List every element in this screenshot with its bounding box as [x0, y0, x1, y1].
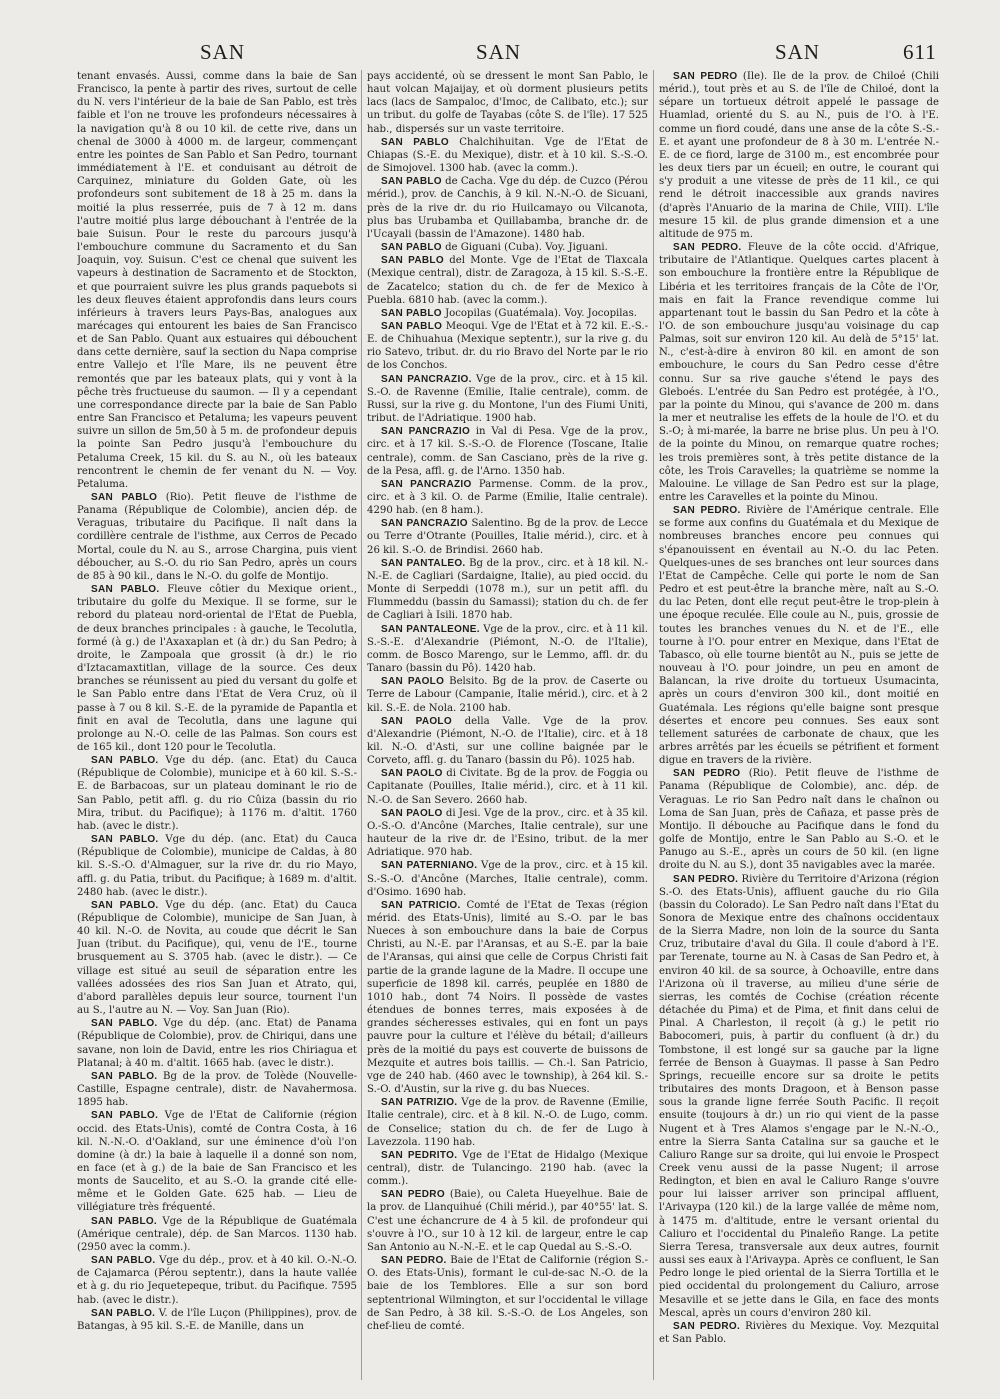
dictionary-entry: [367, 425, 648, 478]
entry-headword: SAN PABLO.: [91, 755, 159, 767]
dictionary-entry: [77, 583, 357, 754]
entry-headword: SAN PABLO.: [91, 1070, 158, 1082]
entry-text: del Monte. Vge de l'Etat de Tlaxcala (Mexique central), distr. de Zaragoza, à 15 kil. S.-S.-E. de Zacatelco; station du ch. de fer de Mexico à Puebla. 6810 hab. (avec la comm.).: [367, 255, 648, 306]
entry-headword: SAN PABLO: [381, 307, 442, 319]
entry-text: V. de l'île Luçon (Philippines), prov. de Batangas, à 95 kil. S.-E. de Manille, dans un: [77, 1307, 357, 1332]
dictionary-entry: [367, 241, 648, 254]
entry-text: (Baie), ou Caleta Hueyelhue. Baie de la prov. de Llanquihué (Chili mérid.), par 40°55' lat. S. C'est une échancrure de 4 à 5 kil. de profondeur qui s'ouvre à l'O., sur 10 à 12 kil. de largeur, entre le cap San Antonio au N.-N.-E. et le cap Quedal au S.-S.-O.: [367, 1189, 648, 1253]
dictionary-entry: [367, 373, 648, 426]
dictionary-entry: [367, 1188, 648, 1254]
entry-headword: SAN PABLO.: [91, 1255, 156, 1267]
dictionary-entry: [77, 754, 357, 833]
entry-text: Rivière de l'Amérique centrale. Elle se forme aux confins du Guatémala et du Mexique de nombreuses branches encore peu connues qui s'épanouissent en éventail au N.-O. du lac Peten. Quelques-unes de ses branches ont leur sources dans l'Etat de Campêche. Celle qui porte le nom de San Pedro et est peut-être la branche mère, naît au S.-O. du lac Peten, dont elle reçut peut-être le trop-plein à une époque reculée. Elle coule au N., puis, grossie de toutes les branches venues du N. et de l'E., elle tourne à l'O. pour entrer en Mexique, dans l'Etat de Tabasco, où elle tourne bientôt au N., puis se jette de nouveau à l'O. pour joindre, un peu en amont de Balancan, la rive droite du tortueux Usumacinta, après un cours d'environ 300 kil., dont moitié en Guatémala. Les régions qu'elle baigne sont presque désertes et encore peu connues. Ses eaux sont tellement saturées de carbonate de chaux, que les arbres arrêtés par les écueils se pétrifient et forment digue en travers de la rivière.: [659, 505, 939, 767]
entry-headword: SAN PANTALEONE.: [381, 623, 480, 635]
entry-headword: SAN PAOLO: [381, 715, 452, 727]
dictionary-entry: [77, 1017, 357, 1070]
entry-text: (Rio). Petit fleuve de l'isthme de Panama (République de Colombie), anc. dép. de Veraguas. Le rio San Pedro naît dans le chaînon ou Loma de San Juan, près de Cañaza, et passe près de Montijo. Il débouche au Pacifique dans le fond du golfe de Montijo, entre le San Pablo au S.-O. et le Panugo au S.-E., après un cours de 50 kil. (en ligne droite du N. au S.), dont 35 navigables avec la marée.: [659, 768, 939, 872]
dictionary-entry: [77, 1070, 357, 1109]
entry-text: Vge du dép. (anc. Etat) de Panama (République de Colombie), prov. de Chiriqui, dans une savane, non loin de David, entre les rios Chiriagua et Platanal; à 40 m. d'altit. 1665 hab. (avec le distr.).: [77, 1018, 357, 1069]
entry-text: Jocopilas (Guatémala). Voy. Jocopilas.: [445, 307, 637, 319]
entry-headword: SAN PEDRO.: [381, 1255, 447, 1267]
column-divider: [653, 70, 654, 1380]
entry-text: Rivière du Territoire d'Arizona (région S.-O. des Etats-Unis), affluent gauche du rio Gila (bassin du Colorado). Le San Pedro naît dans l'Etat du Sonora de Mexique entre des chaînons occidentaux de la Sierra Madre, non loin de la source du Santa Cruz, tributaire d'aval du Gila. Il coule d'abord à l'E. par Terenate, tourne au N. à Casas de San Pedro et, à environ 40 kil. de sa source, à Ochoaville, entre dans l'Arizona où il traverse, au milieu d'une série de sierras, les comtés de Cochise (création récente détachée du Pima) et de Pima, et finit dans celui de Pinal. A Charleston, il reçoit (à g.) le petit rio Babocomeri, puis, à partir du confluent (à dr.) du Tombstone, il est longé sur sa gauche par la ligne ferrée de Benson à Guaymas. Il passe à San Pedro Springs, recueille encore sur sa droite le petits tributaires des monts Dragoon, et à Benson passe sous la grande ligne ferrée South Pacific. Il reçoit ensuite (toujours à dr.) un rio qui vient de la passe Nugent et à Tres Alamos s'engage par le N.-N.-O., entre la Sierra Santa Catalina sur sa gauche et le Caliuro Range sur sa droite, qui lui envoie le Prospect Creek venu aussi de la passe Nugent; il arrose Redington, et bien en aval le Caliuro Range s'ouvre pour lui laisser arriver son principal affluent, l'Arivaypa (120 kil.) de la large vallée de même nom, à 1475 m. d'altitude, entre le versant oriental du Caliuro et l'occidental du Pinaleño Range. La petite Sierra Teresa, transversale aux deux autres, fournit aussi ses eaux à l'Arivaypa. Après ce confluent, le San Pedro longe le pied oriental de la Sierra Tortilla et le pied occidental du prolongement du Caliuro, arrose Mesaville et se jette dans le Gila, en face des monts Mescal, après un cours d'environ 280 kil.: [659, 873, 939, 1319]
entry-text: Vge de la prov., circ. et à 15 kil. S.-S.-O. d'Ancône (Marches, Italie centrale), comm. d'Osimo. 1690 hab.: [367, 860, 648, 898]
entry-text: Vge du dép., prov. et à 40 kil. O.-N.-O. de Cajamarca (Pérou septentr.), dans la haute vallée et à g. du rio Jequetepeque, tribut. du Pacifique. 7595 hab. (avec le distr.).: [77, 1255, 357, 1306]
entry-text: de Giguani (Cuba). Voy. Jiguani.: [445, 242, 608, 254]
entry-text: Fleuve côtier du Mexique orient., tributaire du golfe du Mexique. Il se forme, sur le rebord du plateau nord-oriental de l'Etat de Puebla, de deux branches principales : à gauche, le Tecolutla, formé (à g.) de l'Axaxaplan et (à dr.) du San Pedro; à droite, le Zampoala que grossit (à dr.) le rio d'Iztacamaxtitlan, village de la source. Ces deux branches se réunissent au pied du versant du golfe et le San Pablo entre dans l'Etat de Vera Cruz, où il passe à 7 ou 8 kil. S.-E. de la pyramide de Papantla et finit en aval de Tecolutla, dans une lagune qui prolonge au N.-O. celle de las Palmas. Son cours est de 165 kil., dont 120 pour le Tecolutla.: [77, 584, 357, 753]
dictionary-entry: [367, 1254, 648, 1333]
entry-text: Rivières du Mexique. Voy. Mezquital et San Pablo.: [659, 1320, 939, 1345]
dictionary-entry: [367, 1149, 648, 1188]
entry-headword: SAN PABLO.: [91, 899, 159, 911]
entry-headword: SAN PEDRITO.: [381, 1149, 458, 1161]
entry-text: Bg de la prov., circ. et à 18 kil. N.-N.-E. de Cagliari (Sardaigne, Italie), au pied occid. du Monte di Serpeddi (1078 m.), sur un petit affl. du Flummeddu (bassin du Samassi); station du ch. de fer de Cagliari à Isili. 1870 hab.: [367, 557, 648, 622]
entry-text: (Ile). Ile de la prov. de Chiloé (Chili mérid.), tout près et au S. de l'île de Chiloé, dont la sépare un tortueux détroit appelé le passage de Huamlad, orienté du S. au N., puis de l'O. à l'E. comme un fiord coudé, dans une anse de la côte S.-S.-E. et ayant une profondeur de 8 à 30 m. L'entrée N.-E. de ce fiord, large de 3100 m., est encombrée pour les deux tiers par un écueil; en outre, le courant qui s'y produit a une vitesse de près de 11 kil., ce qui rend le détroit inaccessible aux grands navires (d'après l'Anuario de la marina de Chile, VIII). L'île mesure 15 kil. de plus grande dimension et a une altitude de 975 m.: [659, 71, 939, 240]
entry-text: della Valle. Vge de la prov. d'Alexandrie (Piémont, N.-O. de l'Italie), circ. et à 18 kil. N.-O. d'Asti, sur une colline baignée par le Corveto, affl. g. du Tanaro (bassin du Pô). 1025 hab.: [367, 715, 648, 767]
entry-headword: SAN PABLO.: [91, 1018, 158, 1030]
entry-text: (Rio). Petit fleuve de l'isthme de Panama (République de Colombie), ancien dép. de Veraguas, tributaire du Pacifique. Il naît dans la cordillère centrale de l'isthme, aux Cerros de Pecado Mortal, coule du N. au S., arrose Chargina, puis vient déboucher, au S.-O. du rio San Pedro, après un cours de 85 à 90 kil., dans le N.-O. du golfe de Montijo.: [77, 492, 357, 582]
dictionary-entry: [367, 320, 648, 373]
entry-headword: SAN PABLO: [91, 492, 158, 503]
header-center-word: SAN: [476, 40, 522, 64]
entry-text: de Cacha. Vge du dép. de Cuzco (Pérou mérid.), prov. de Canchis, à 9 kil. N.-N.-O. de Sicuani, près de la rive dr. du rio Huilcamayo ou Vilcanota, plus bas Urubamba et Quillabamba, branche dr. de l'Ucayali (bassin de l'Amazone). 1480 hab.: [367, 176, 648, 240]
entry-headword: SAN PABLO.: [91, 834, 159, 846]
header-right-word: SAN: [775, 40, 821, 64]
dictionary-entry: [659, 1320, 939, 1346]
dictionary-entry: [659, 767, 939, 872]
entry-text: pays accidenté, où se dressent le mont San Pablo, le haut volcan Majaijay, et où dorment plusieurs petits lacs (lacs de Sampaloc, d'Imoc, de Calibato, etc.); sur un tribut. du golfe de Tayabas (côte S. de l'île). 17 525 hab., dispersés sur un vaste territoire.: [367, 71, 648, 135]
entry-headword: SAN PABLO: [381, 242, 442, 254]
entry-headword: SAN PABLO.: [91, 1215, 158, 1227]
entry-headword: SAN PEDRO: [673, 768, 741, 780]
entry-headword: SAN PATRIZIO.: [381, 1097, 458, 1109]
dictionary-entry: [367, 70, 648, 136]
entry-text: Fleuve de la côte occid. d'Afrique, tributaire de l'Atlantique. Quelques cartes placent à son embouchure la frontière entre la République de Libéria et les territoires français de la Côte de l'Or, mais en fait la France revendique comme lui appartenant tout le bassin du San Pedro et la côte à l'O. de son embouchure jusqu'au voisinage du cap Palmas, soit sur environ 120 kil. Au delà de 5°15' lat. N., c'est-à-dire à environ 80 kil. en amont de son embouchure, le cours du San Pedro cesse d'être connu. Sur sa rive gauche s'étend le pays des Gleboés. L'entrée du San Pedro est protégée, à l'O., par la pointe du Minou, qui s'avance de 200 m. dans la mer et neutralise les effets de la houle de l'O. et du S.-O; à mi-marée, la barre ne brise plus. Un peu à l'O. de la pointe du Minou, on remarque quatre roches; les trois premières sont, à très petite distance de la côte, les Trois Caravelles; la quatrième se nomme la Malouine. Le village de San Pedro est sur la plage, entre les Caravelles et la pointe du Minou.: [659, 242, 939, 503]
entry-text: Vge de la République de Guatémala (Amérique centrale), dép. de San Marcos. 1130 hab. (2950 avec la comm.).: [77, 1215, 357, 1253]
dictionary-entry: [77, 833, 357, 899]
entry-headword: SAN PANCRAZIO.: [381, 373, 472, 385]
entry-text: Vge de l'Etat de Hidalgo (Mexique central), distr. de Tulancingo. 2190 hab. (avec la comm.).: [367, 1149, 648, 1188]
dictionary-entry: [367, 557, 648, 623]
entry-headword: SAN PABLO.: [91, 1307, 156, 1319]
entry-text: Vge de la prov., circ. et à 15 kil. S.-O. de Ravenne (Emilie, Italie centrale), comm. de Russi, sur la rive g. du Montone, l'un des Fiumi Uniti, tribut. de l'Adriatique. 1900 hab.: [367, 373, 648, 425]
dictionary-entry: [77, 1307, 357, 1333]
dictionary-entry: [367, 517, 648, 556]
entry-headword: SAN PABLO.: [91, 1110, 159, 1122]
entry-text: Vge de la prov. de Ravenne (Emilie, Italie centrale), circ. et à 8 kil. N.-O. de Lugo, comm. de Conselice; station du ch. de fer de Lugo à Lavezzola. 1190 hab.: [367, 1097, 648, 1148]
entry-headword: SAN PANCRAZIO: [381, 478, 472, 490]
entry-text: Vge de l'Etat de Californie (région occid. des Etats-Unis), comté de Contra Costa, à 16 kil. N.-N.-O. d'Oakland, sur une éminence d'où l'on domine (à dr.) la baie à laquelle il a donné son nom, en face (et à g.) de la baie de San Francisco et les monts de Saucelito, et au S.-O. la grande cité elle-même et le Golden Gate. 625 hab. — Lieu de villégiature très fréquenté.: [77, 1110, 357, 1214]
dictionary-entry: [77, 1254, 357, 1307]
dictionary-entry: [77, 70, 357, 491]
entry-headword: SAN PANCRAZIO: [381, 426, 471, 438]
running-header: [0, 40, 1000, 70]
entry-text: in Val di Pesa. Vge de la prov., circ. et à 17 kil. S.-S.-O. de Florence (Toscane, Italie centrale), comm. de San Casciano, près de la rive g. de la Pesa, affl. g. de l'Arno. 1350 hab.: [367, 426, 648, 477]
entry-headword: SAN PEDRO.: [673, 242, 742, 254]
entry-text: Chalchihuitan. Vge de l'Etat de Chiapas (S.-E. du Mexique), distr. et à 10 kil. S.-S.-O. de Simojovel. 1300 hab. (avec la comm.).: [367, 136, 648, 175]
entry-text: Belsito. Bg de la prov. de Caserte ou Terre de Labour (Campanie, Italie mérid.), circ. et à 2 kil. S.-E. de Nola. 2100 hab.: [367, 676, 648, 714]
entry-headword: SAN PEDRO.: [673, 1320, 741, 1332]
dictionary-entry: [367, 899, 648, 1096]
dictionary-entry: [367, 715, 648, 768]
dictionary-entry: [77, 1109, 357, 1214]
dictionary-entry: [659, 504, 939, 767]
entry-headword: SAN PABLO: [381, 136, 449, 148]
entry-text: di Jesi. Vge de la prov., circ. et à 35 kil. O.-S.-O. d'Ancône (Marches, Italie centrale), sur une hauteur de la rive dr. de l'Esino, tribut. de la mer Adriatique. 970 hab.: [367, 807, 648, 859]
entry-headword: SAN PEDRO: [673, 71, 738, 82]
entry-text: di Civitate. Bg de la prov. de Foggia ou Capitanate (Pouilles, Italie mérid.), circ. et à 11 kil. N.-O. de San Severo. 2660 hab.: [367, 768, 648, 806]
entry-text: Bg de la prov. de Tolède (Nouvelle-Castille, Espagne centrale), distr. de Navahermosa. 1895 hab.: [77, 1070, 357, 1109]
entry-headword: SAN PANCRAZIO: [381, 518, 468, 530]
dictionary-entry: [367, 767, 648, 806]
header-left-word: SAN: [200, 40, 246, 64]
entry-headword: SAN PAOLO: [381, 768, 443, 780]
entry-headword: SAN PAOLO: [381, 807, 443, 819]
dictionary-entry: [367, 675, 648, 714]
entry-headword: SAN PABLO: [381, 320, 443, 332]
dictionary-entry: [77, 1215, 357, 1254]
dictionary-entry: [77, 491, 357, 583]
dictionary-entry: [367, 623, 648, 676]
dictionary-entry: [367, 859, 648, 898]
dictionary-entry: [367, 478, 648, 517]
text-column-left: [77, 70, 357, 1380]
dictionary-entry: [659, 70, 939, 241]
text-column-right: [659, 70, 939, 1380]
dictionary-entry: [77, 899, 357, 1017]
entry-headword: SAN PATERNIANO.: [381, 860, 478, 872]
dictionary-entry: [367, 136, 648, 175]
entry-headword: SAN PEDRO: [381, 1189, 445, 1201]
dictionary-entry: [367, 807, 648, 860]
entry-text: tenant envasés. Aussi, comme dans la baie de San Francisco, la pente à partir des rives, surtout de celle du N. vers l'intérieur de la baie de San Pablo, est très faible et l'on ne trouve les profondeurs nécessaires à la navigation qu'à 8 ou 10 kil. de cette rive, dans un chenal de 3000 à 4000 m. de largeur, commençant entre les pointes de San Pablo et San Pedro, tournant immédiatement à l'E. et conduisant au détroit de Carquinez, miniature du Golden Gate, où les profondeurs sont subitement de 18 à 25 m. dans la moitié la plus resserrée, puis de 7 à 12 m. dans l'autre moitié plus large débouchant à l'entrée de la baie Suisun. Pour le reste du parcours jusqu'à l'embouchure commune du Sacramento et du San Joaquin, voy. Suisun. C'est ce chenal que suivent les vapeurs à destination de Sacramento et de Stockton, et que pourraient suivre les plus grands paquebots si les deux fleuves étaient approfondis dans leurs cours inférieurs à travers leurs Pays-Bas, analogues aux marécages qui entourent les baies de San Francisco et de San Pablo. Quant aux estuaires qui débouchent dans cette dernière, sauf la section du Napa comprise entre Vallejo et l'île Mare, ils ne peuvent être remontés que par les bateaux plats, qui y vont à la pêche très fructueuse du saumon. — Il y a cependant une correspondance directe par la baie de San Pablo entre San Francisco et Petaluma; les vapeurs peuvent suivre un sillon de 5m,50 à 5 m. de profondeur depuis la pointe San Pedro jusqu'à l'embouchure du Petaluma Creek, 15 kil. du S. au N., où les bateaux rencontrent le chemin de fer venant du N. — Voy. Petaluma.: [77, 71, 357, 490]
text-column-middle: [367, 70, 648, 1380]
entry-text: Salentino. Bg de la prov. de Lecce ou Terre d'Otrante (Pouilles, Italie mérid.), circ. et à 26 kil. S.-O. de Brindisi. 2660 hab.: [367, 518, 648, 556]
entry-text: Parmense. Comm. de la prov., circ. et à 3 kil. O. de Parme (Emilie, Italie centrale). 4290 hab. (en 8 ham.).: [367, 478, 648, 517]
dictionary-entry: [367, 175, 648, 241]
entry-text: Vge du dép. (anc. Etat) du Cauca (République de Colombie), municipe de San Juan, à 40 kil. N.-O. de Novita, au coude que décrit le San Juan (tribut. du Pacifique), qui, venu de l'E., tourne brusquement au S. 3705 hab. (avec le distr.). — Ce village est situé au seuil de séparation entre les vallées adossées des rios San Juan et Atrato, qui, d'abord parallèles depuis leur source, tournent l'un au S., l'autre au N. — Voy. San Juan (Rio).: [77, 899, 357, 1017]
entry-text: Baie de l'Etat de Californie (région S.-O. des Etats-Unis), formant le cul-de-sac N.-O. de la baie de los Temblores. Elle a sur son bord septentrional Wilmington, et sur l'occidental le village de San Pedro, à 38 kil. S.-S.-O. de Los Angeles, son chef-lieu de comté.: [367, 1255, 648, 1332]
entry-headword: SAN PANTALEO.: [381, 557, 466, 569]
entry-text: Vge du dép. (anc. Etat) du Cauca (République de Colombie), municipe et à 60 kil. S.-S.-E. de Barbacoas, sur un plateau dominant le rio de San Pablo, petit affl. g. du rio Cûiza (bassin du rio Mira, tribut. du Pacifique); à 1176 m. d'altit. 1760 hab. (avec le distr.).: [77, 755, 357, 832]
entry-headword: SAN PABLO: [381, 176, 442, 188]
column-divider: [361, 70, 362, 1380]
page-number: 611: [903, 40, 937, 64]
entry-headword: SAN PEDRO.: [673, 505, 741, 517]
entry-headword: SAN PABLO.: [91, 584, 160, 596]
entry-text: Vge de la prov., circ. et à 11 kil. S.-S.-E. d'Alexandrie (Piémont, N.-O. de l'Italie), comm. de Bosco Marengo, sur le Lemmo, affl. dr. du Tanaro (bassin du Pô). 1420 hab.: [367, 623, 648, 675]
entry-headword: SAN PAOLO: [381, 676, 445, 688]
entry-text: Vge du dép. (anc. Etat) du Cauca (République de Colombie), municipe de Caldas, à 80 kil. S.-S.-O. d'Almaguer, sur la rive dr. du rio Mayo, affl. g. du Patia, tribut. du Pacifique; à 1689 m. d'altit. 2480 hab. (avec le distr.).: [77, 834, 357, 898]
dictionary-entry: [367, 254, 648, 307]
dictionary-entry: [367, 1096, 648, 1149]
entry-headword: SAN PATRICIO.: [381, 899, 461, 911]
entry-headword: SAN PEDRO.: [673, 873, 739, 885]
entry-text: Comté de l'Etat de Texas (région mérid. des Etats-Unis), limité au S.-O. par le bas Nueces à son embouchure dans la baie de Corpus Christi, au N.-E. par l'Aransas, et au S.-E. par la baie de l'Aransas, qui ainsi que celle de Corpus Christi fait partie de la grande lagune de la Madre. Il occupe une superficie de 1898 kil. carrés, peuplée en 1880 de 1010 hab., dont 74 Noirs. Il possède de vastes étendues de bonnes terres, mais exposées à de grandes sécheresses estivales, qui en font un pays pauvre pour la culture et l'élève du bétail; d'ailleurs près de la moitié du pays est couverte de buissons de Mezquite et autres bois taillis. — Ch.-l. San Patricio, vge de 240 hab. (460 avec le township), à 264 kil. S.-S.-O. d'Austin, sur la rive g. du bas Nueces.: [367, 899, 648, 1096]
dictionary-entry: [367, 307, 648, 320]
dictionary-entry: [659, 873, 939, 1320]
entry-text: Meoqui. Vge de l'Etat et à 72 kil. E.-S.-E. de Chihuahua (Mexique septentr.), sur la rive g. du rio Satevo, tribut. dr. du rio Bravo del Norte par le rio de los Conchos.: [367, 320, 648, 372]
dictionary-entry: [659, 241, 939, 504]
entry-headword: SAN PABLO: [381, 255, 444, 267]
